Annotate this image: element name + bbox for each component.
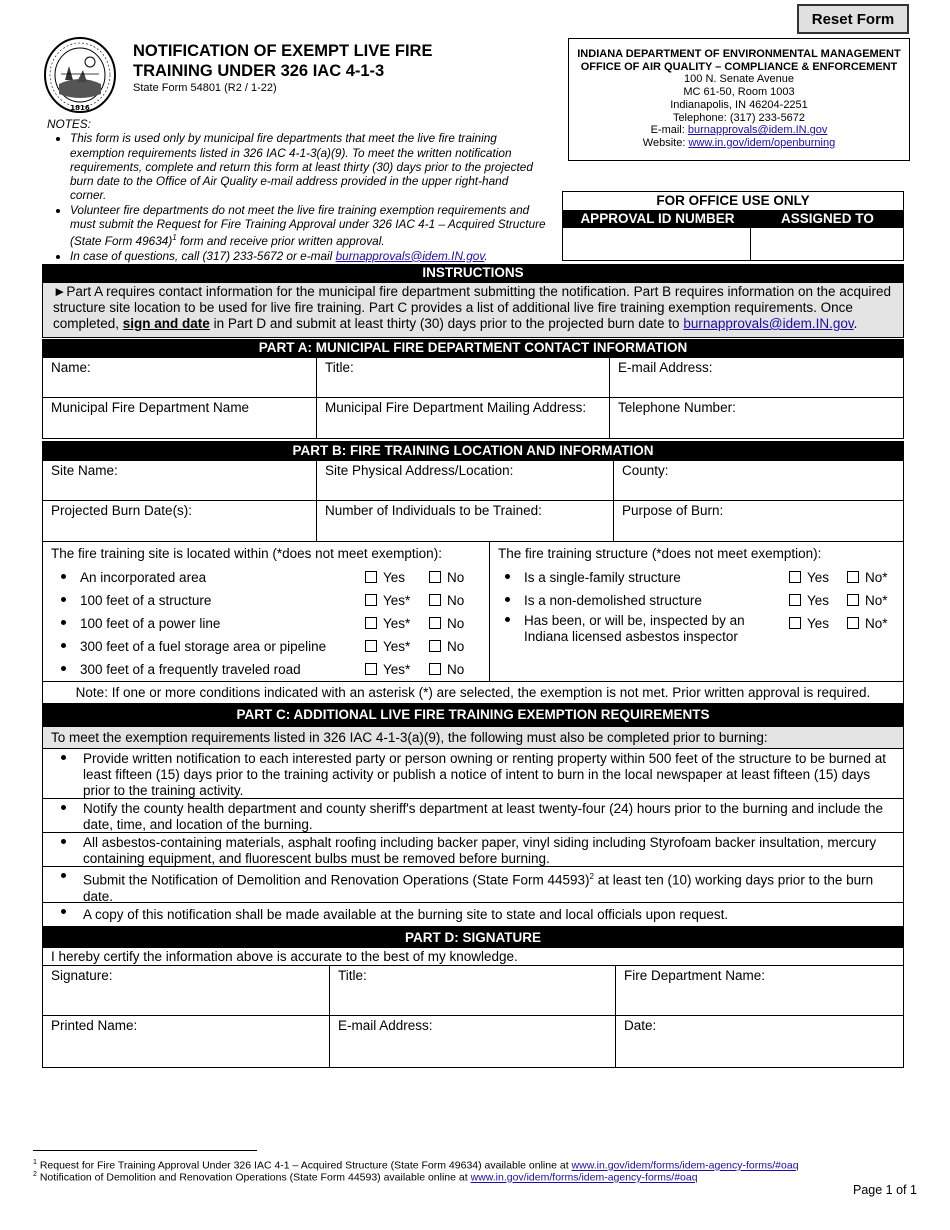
part-b-header: PART B: FIRE TRAINING LOCATION AND INFORMATION — [42, 441, 904, 460]
signer-title-field[interactable]: Title: — [329, 965, 616, 1016]
instructions-email-link[interactable]: burnapprovals@idem.IN.gov — [683, 316, 854, 331]
instructions-header: INSTRUCTIONS — [42, 264, 904, 282]
fuel-storage-no-checkbox[interactable] — [429, 640, 441, 652]
county-field[interactable]: County: — [613, 460, 904, 501]
requirement-county-notify: Notify the county health department and county sheriff's department at least twenty-four (24) hours prior to the burning and include the date, time, and location of the burning. — [42, 799, 904, 833]
fuel-storage-yes-checkbox[interactable] — [365, 640, 377, 652]
structure-yes-checkbox[interactable] — [365, 594, 377, 606]
part-c-header: PART C: ADDITIONAL LIVE FIRE TRAINING EXEMPTION REQUIREMENTS — [42, 704, 904, 726]
requirement-demolition-notice: Submit the Notification of Demolition and Renovation Operations (State Form 44593)$^2$ at least ten (10) working days prior to the burn date. — [42, 867, 904, 903]
agency-website-link[interactable]: www.in.gov/idem/openburning — [688, 136, 836, 149]
single-family-yes-checkbox[interactable] — [789, 571, 801, 583]
agency-email-link[interactable]: burnapprovals@idem.IN.gov — [687, 124, 828, 137]
single-family-no-checkbox[interactable] — [847, 571, 859, 583]
road-no-checkbox[interactable] — [429, 663, 441, 675]
office-use-box: FOR OFFICE USE ONLY APPROVAL ID NUMBER ASSIGNED TO — [562, 191, 904, 261]
non-demolished-no-checkbox[interactable] — [847, 594, 859, 606]
name-field[interactable]: Name: — [42, 357, 317, 398]
conditions-box — [42, 542, 904, 682]
part-a-header: PART A: MUNICIPAL FIRE DEPARTMENT CONTACT INFORMATION — [42, 339, 904, 357]
signer-email-field[interactable]: E-mail Address: — [329, 1015, 616, 1068]
asbestos-inspected-no-checkbox[interactable] — [847, 617, 859, 629]
road-yes-checkbox[interactable] — [365, 663, 377, 675]
conditions-divider — [489, 542, 490, 682]
site-name-field[interactable]: Site Name: — [42, 460, 317, 501]
state-form-number: State Form 54801 (R2 / 1-22) — [133, 82, 277, 94]
footnote-2-link[interactable]: www.in.gov/idem/forms/idem-agency-forms/#oaq — [470, 1171, 698, 1184]
site-address-field[interactable]: Site Physical Address/Location: — [316, 460, 614, 501]
approval-id-field — [563, 228, 751, 260]
requirement-asbestos-removal: All asbestos-containing materials, asphalt roofing including backer paper, vinyl siding including Styrofoam backer insultation, mercury containing equipment, and fluorescent bulbs must be removed before burning. — [42, 833, 904, 867]
fire-department-name-field[interactable]: Fire Department Name: — [615, 965, 904, 1016]
department-name-field[interactable]: Municipal Fire Department Name — [42, 397, 317, 439]
mailing-address-field[interactable]: Municipal Fire Department Mailing Address: — [316, 397, 610, 439]
power-line-no-checkbox[interactable] — [429, 617, 441, 629]
structure-no-checkbox[interactable] — [429, 594, 441, 606]
reset-form-button[interactable]: Reset Form — [797, 4, 909, 34]
instructions-text: ►Part A requires contact information for the municipal fire department submitting the notification. Part B requires information on the acquired structure site location to be used for live fire training. Part C provides a list of additional live fire training exemption requirements. Once completed, sign and date in Part D and submit at least thirty (30) days prior to the projected burn date to burnapprovals@idem.IN.gov. — [42, 282, 904, 338]
part-c-intro: To meet the exemption requirements listed in 326 IAC 4-1-3(a)(9), the following must also be completed prior to burning: — [42, 726, 904, 749]
structure-conditions-heading: The fire training structure (*does not meet exemption): — [498, 546, 822, 561]
requirement-copy-available: A copy of this notification shall be made available at the burning site to state and local officials upon request. — [42, 903, 904, 927]
exemption-note: Note: If one or more conditions indicated with an asterisk (*) are selected, the exemption is not met. Prior written approval is required. — [42, 682, 904, 704]
notes-email-link[interactable]: burnapprovals@idem.IN.gov — [335, 248, 485, 263]
agency-address-box: INDIANA DEPARTMENT OF ENVIRONMENTAL MANAGEMENT OFFICE OF AIR QUALITY – COMPLIANCE & ENFORCEMENT 100 N. Senate Avenue MC 61-50, Room 1003 Indianapolis, IN 46204-2251 Telephone: (317) 233-5672 E-mail: burnapprovals@idem.IN.gov Website: www.in.gov/idem/openburning — [568, 38, 910, 161]
date-field[interactable]: Date: — [615, 1015, 904, 1068]
non-demolished-yes-checkbox[interactable] — [789, 594, 801, 606]
form-title: NOTIFICATION OF EXEMPT LIVE FIRE TRAINING UNDER 326 IAC 4-1-3 State Form 54801 (R2 / 1-22) — [133, 42, 433, 94]
site-conditions-heading: The fire training site is located within (*does not meet exemption): — [51, 546, 442, 561]
notes: NOTES: • This form is used only by municipal fire departments that meet the live fire training exemption requirements listed in 326 IAC 4-1-3(a)(9). To meet the written notification requirements, complete and return this form at least thirty (30) days prior to the projected burn date to the Office of Air Quality e-mail address provided in the upper right-hand corner. • Volunteer fire departments do not meet the live fire training exemption requirements and must submit the Request for Fire Training Approval under 326 IAC 4-1 – Acquired Structure (State Form 49634)$^1$ form and receive prior written approval. • In case of questions, call (317) 233-5672 or e-mail burnapprovals@idem.IN.gov. — [47, 117, 547, 263]
individuals-field[interactable]: Number of Individuals to be Trained: — [316, 500, 614, 542]
signature-field[interactable]: Signature: — [42, 965, 330, 1016]
burn-dates-field[interactable]: Projected Burn Date(s): — [42, 500, 317, 542]
title-field[interactable]: Title: — [316, 357, 610, 398]
purpose-field[interactable]: Purpose of Burn: — [613, 500, 904, 542]
page-number: Page 1 of 1 — [853, 1183, 917, 1197]
footnote-2: $^2$ Notification of Demolition and Renovation Operations (State Form 44593) available online at www.in.gov/idem/forms/idem-agency-forms/#oaq — [33, 1171, 698, 1184]
incorporated-no-checkbox[interactable] — [429, 571, 441, 583]
assigned-to-field — [751, 228, 903, 260]
telephone-field[interactable]: Telephone Number: — [609, 397, 904, 439]
indiana-state-seal-icon — [43, 36, 117, 114]
footnote-1: $^1$ Request for Fire Training Approval Under 326 IAC 4-1 – Acquired Structure (State Form 49634) available online at www.in.gov/idem/forms/idem-agency-forms/#oaq — [33, 1159, 799, 1172]
part-d-header: PART D: SIGNATURE — [42, 927, 904, 948]
footnote-1-link[interactable]: www.in.gov/idem/forms/idem-agency-forms/#oaq — [571, 1159, 799, 1172]
requirement-notification: Provide written notification to each interested party or person owning or renting property within 500 feet of the structure to be burned at least fifteen (15) days prior to the training activity or publish a notice of intent to burn in the local newspaper at least fifteen (15) days prior to the training activity. — [42, 749, 904, 799]
email-field[interactable]: E-mail Address: — [609, 357, 904, 398]
printed-name-field[interactable]: Printed Name: — [42, 1015, 330, 1068]
footnote-divider — [33, 1150, 257, 1151]
asbestos-inspected-yes-checkbox[interactable] — [789, 617, 801, 629]
svg-text:1816: 1816 — [70, 104, 90, 112]
incorporated-yes-checkbox[interactable] — [365, 571, 377, 583]
certification-text: I hereby certify the information above is accurate to the best of my knowledge. — [42, 948, 904, 966]
power-line-yes-checkbox[interactable] — [365, 617, 377, 629]
